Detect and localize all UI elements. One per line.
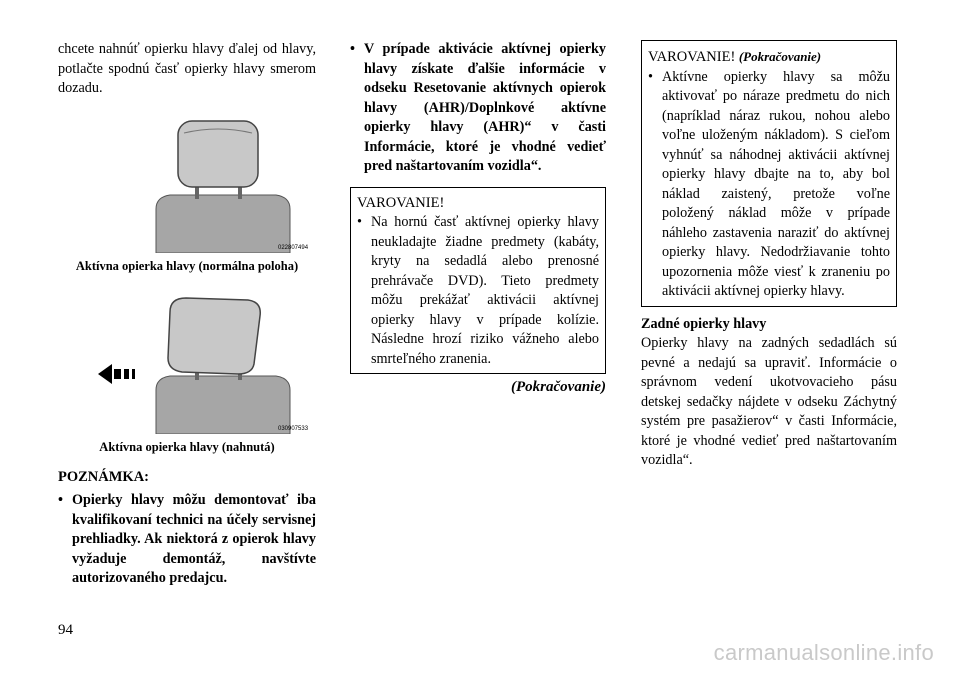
figure1-caption: Aktívna opierka hlavy (normálna poloha) [75, 258, 299, 273]
warning-bullet [357, 213, 599, 369]
warning-text: Na hornú časť aktívnej opierky hlavy neukladajte žiadne predmety (kabáty, kryty na sedadlá alebo prenosné prehrávače DVD). Tieto predmety môžu prekážať aktivácii aktívnej opierky hlavy v prípade kolízie. Následne hrozí riziko vážneho alebo smrteľného zranenia. [371, 214, 599, 367]
bullet-dot: • [357, 214, 362, 230]
warning-title: VAROVANIE! [648, 49, 736, 65]
arrow-left-icon [98, 364, 135, 384]
note-text: Opierky hlavy môžu demontovať iba kvalifikovaní technici na účely servisnej prehliadky. Ak niektorá z opierok hlavy vyžaduje demontáž, navštívte autorizovaného predajcu. [72, 492, 316, 586]
page-number: 94 [58, 622, 73, 638]
figure2-caption: Aktívna opierka hlavy (nahnutá) [99, 440, 275, 454]
figure-normal-position [58, 113, 316, 253]
intro-paragraph: chcete nahnúť opierku hlavy ďalej od hlavy, potlačte spodnú časť opierky hlavy smerom dozadu. [58, 41, 316, 96]
rear-headrests-text: Opierky hlavy na zadných sedadlách sú pevné a nedajú sa upraviť. Informácie o správnom vedení ukotvovacieho pásu detskej sedačky nájdete v odseku Záchytný systém pre pasažierov“ v časti Informácie, ktoré je vhodné vedieť pred naštartovaním vozidla“. [641, 335, 897, 468]
rear-headrests-title: Zadné opierky hlavy [641, 315, 767, 332]
warning-box [350, 187, 606, 375]
figure1-code: 022807494 [278, 244, 309, 251]
headrest-normal-illustration [58, 113, 316, 253]
warning-title: VAROVANIE! [357, 194, 445, 211]
headrest-tilted-illustration [58, 294, 316, 434]
ahr-info-text: V prípade aktivácie aktívnej opierky hlavy získate ďalšie informácie v odseku Resetovanie aktívnych opierok hlavy (AHR)/Doplnkové aktívne opierky hlavy (AHR)“ v časti Informácie, ktoré je vhodné vedieť pred naštartovaním vozidla“. [364, 41, 606, 174]
note-bullet [58, 491, 316, 589]
warning-heading [648, 47, 890, 68]
warning-box-continued [641, 40, 897, 307]
figure-tilted-position [58, 294, 316, 434]
column-left [58, 40, 316, 589]
ahr-info-bullet [350, 40, 606, 177]
column-right [641, 40, 897, 471]
watermark: carmanualsonline.info [713, 640, 934, 665]
column-middle [350, 40, 606, 398]
continued-label: (Pokračovanie) [511, 379, 606, 395]
figure2-code: 030907533 [278, 426, 309, 432]
warning-text: Aktívne opierky hlavy sa môžu aktivovať po náraze predmetu do nich (napríklad náraz rukou, nohou alebo voľne uloženým nákladom). S cieľom vyhnúť sa náhodnej aktivácii aktívnej opierky hlavy dbajte na to, aby bol náklad zaistený, pretože voľne položený náklad môže v prípade náhleho zastavenia naraziť do aktívnej opierky hlavy. Nedodržiavanie tohto upozornenia môže viesť k zraneniu po aktivácii aktívnej opierky hlavy. [662, 68, 890, 299]
warning-continued: (Pokračovanie) [738, 49, 822, 64]
bullet-dot: • [648, 68, 653, 85]
warning-bullet [648, 68, 890, 302]
bullet-dot: • [350, 41, 355, 57]
note-title: POZNÁMKA: [58, 468, 150, 485]
bullet-dot: • [58, 492, 63, 508]
